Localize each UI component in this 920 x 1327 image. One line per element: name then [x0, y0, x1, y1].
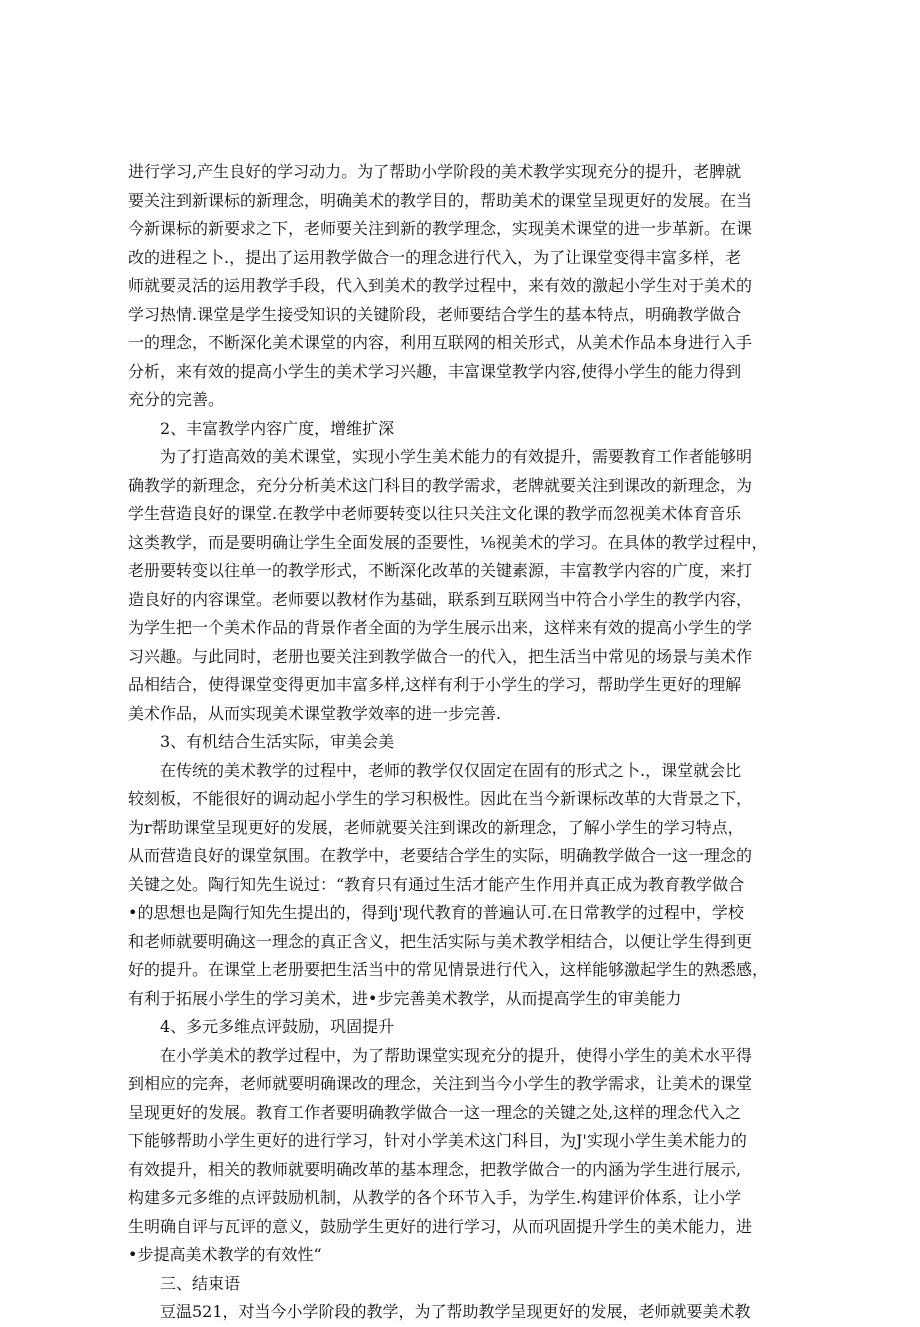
text-line: 品相结合，使得课堂变得更加丰富多样,这样有利于小学生的学习，帮助学生更好的理解 [128, 675, 742, 694]
text-line: 进行学习,产生良好的学习动力。为了帮助小学阶段的美术教学实现充分的提升，老脾就 [128, 162, 742, 181]
text-line: 学生营造良好的课堂.在教学中老师要转变以往只关注文化课的教学而忽视美术体育音乐 [128, 504, 742, 523]
text-line: 这类教学，而是要明确让学生全面发展的歪要性，⅛视美术的学习。在具体的教学过程中， [128, 532, 768, 552]
text-line: 在传统的美术教学的过程中，老师的教学仅仅固定在固有的形式之卜.，课堂就会比 [160, 760, 742, 780]
text-line: 关键之处。陶行知先生说过：“教育只有通过生活才能产生作用并真正成为教育教学做合 [128, 874, 745, 894]
text-line: 一的理念，不断深化美术课堂的内容，利用互联网的相关形式，从美术作品本身进行入手 [128, 333, 753, 352]
text-line: 改的进程之卜.，提出了运用教学做合一的理念进行代入，为了让课堂变得丰富多样，老 [128, 247, 742, 267]
text-line: 习兴趣。与此同时，老册也要关注到教学做合一的代入，把生活当中常见的场景与美术作 [128, 646, 753, 666]
text-line: 学习热情.课堂是学生接受知识的关键阶段，老师要结合学生的基本特点，明确教学做合 [128, 304, 742, 324]
text-line: 分析，来有效的提高小学生的美术学习兴趣，丰富课堂教学内容,使得小学生的能力得到 [128, 361, 742, 381]
text-line: 生明确自评与瓦评的意义，鼓励学生更好的进行学习，从而巩固提升学生的美术能力，进 [128, 1216, 753, 1236]
text-line: 为r帮助课堂呈现更好的发展，老师就要关注到课改的新理念，了解小学生的学习特点， [128, 817, 744, 837]
text-line: 确教学的新理念，充分分析美术这门科目的教学需求，老牌就要关注到课改的新理念，为 [128, 475, 753, 495]
text-line: 为了打造高效的美术课堂，实现小学生美术能力的有效提升，需要教育工作者能够明 [160, 447, 753, 466]
text-line: 要关注到新课标的新理念，明确美术的教学目的，帮助美术的课堂呈现更好的发展。在当 [128, 190, 753, 210]
text-line: 到相应的完奔，老师就要明确课改的理念，关注到当今小学生的教学需求，让美术的课堂 [128, 1074, 753, 1093]
text-line: 师就要灵活的运用教学手段，代入到美术的教学过程中，来有效的激起小学生对于美术的 [128, 276, 753, 295]
text-line: 从而营造良好的课堂氛围。在教学中，老要结合学生的实际，明确教学做合一这一理念的 [128, 846, 753, 865]
body-text [128, 158, 792, 1327]
text-line: 在小学美术的教学过程中，为了帮助课堂实现充分的提升，使得小学生的美术水平得 [160, 1045, 753, 1065]
text-line: 为学生把一个美术作品的背景作者全面的为学生展示出来，这样来有效的提高小学生的学 [128, 618, 753, 637]
text-line: •的思想也是陶行知先生提出的，得到j'现代教育的普遍认可.在日常教学的过程中，学校 [128, 903, 744, 922]
text-line: 和老师就要明确这一理念的真正含义，把生活实际与美术教学相结合，以便让学生得到更 [128, 931, 753, 951]
text-line: 老册要转变以往单一的教学形式，不断深化改革的关键素源，丰富教学内容的广度，来打 [128, 561, 753, 580]
text-line: 充分的完善。 [128, 390, 225, 409]
text-line: 较刻板，不能很好的调动起小学生的学习积极性。因此在当今新课标改革的大背景之下， [128, 789, 753, 808]
text-line: 呈现更好的发展。教育工作者要明确教学做合一这一理念的关键之处,这样的理念代入之 [128, 1102, 742, 1122]
text-line: 三、结束语 [160, 1273, 241, 1293]
text-line: •步提高美术教学的有效性“ [128, 1245, 322, 1264]
text-line: 下能够帮助小学生更好的进行学习，针对小学美术这门科目，为J'实现小学生美术能力的 [128, 1131, 747, 1150]
text-line: 今新课标的新要求之下，老师要关注到新的教学理念，实现美术课堂的进一步革新。在课 [128, 219, 753, 238]
text-line: 豆温521，对当今小学阶段的教学，为了帮助教学呈现更好的发展，老师就要美术教 [160, 1302, 751, 1321]
text-line: 有利于拓展小学生的学习美术，进•步完善美术教学，从而提高学生的审美能力 [128, 988, 682, 1008]
text-line: 2、丰富教学内容广度，增维扩深 [160, 418, 395, 438]
text-line: 好的提升。在课堂上老册要把生活当中的常见情景进行代入，这样能够激起学生的熟悉感， [128, 960, 769, 979]
text-line: 美术作品，从而实现美术课堂教学效率的进一步完善. [128, 703, 502, 723]
text-line: 造良好的内容课堂。老师要以教材作为基础，联系到互联网当中符合小学生的教学内容， [128, 589, 753, 609]
text-line: 4、多元多维点评鼓励，巩固提升 [160, 1017, 395, 1036]
text-line: 3、有机结合生活实际，审美会美 [160, 732, 395, 751]
text-line: 构建多元多维的点评鼓励机制，从教学的各个环节入手，为学生.构建评价体系，让小学 [128, 1188, 742, 1207]
text-line: 有效提升，相关的教师就要明确改革的基本理念，把教学做合一的内涵为学生进行展示, [128, 1159, 742, 1179]
